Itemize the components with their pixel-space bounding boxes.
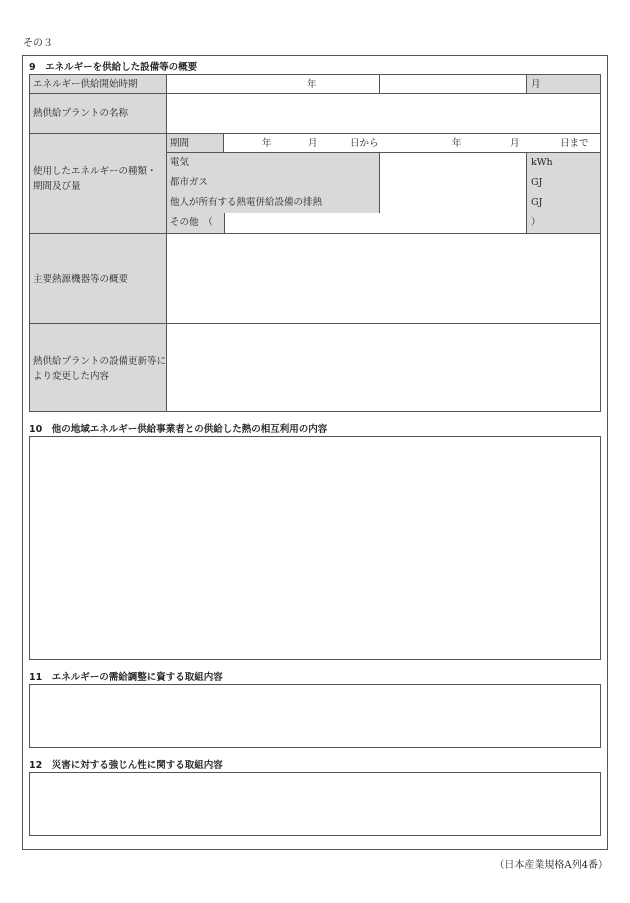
section10-title: 10 他の地域エネルギー供給事業者との供給した熱の相互利用の内容 xyxy=(29,424,328,435)
waste-heat-unit: GJ xyxy=(531,197,543,208)
page-label: その３ xyxy=(23,38,53,49)
period-label-cell xyxy=(166,133,224,153)
section11-field[interactable] xyxy=(29,684,601,748)
section11-title: 11 エネルギーの需給調整に資する取組内容 xyxy=(29,672,223,683)
electricity-unit: kWh xyxy=(531,157,553,168)
period-month2: 月 xyxy=(510,138,520,149)
plant-name-field[interactable] xyxy=(166,93,601,134)
section10-field[interactable] xyxy=(29,436,601,660)
other-close: ） xyxy=(531,217,541,228)
start-month-field[interactable] xyxy=(379,74,527,94)
section12-title: 12 災害に対する強じん性に関する取組内容 xyxy=(29,760,223,771)
plant-name-label: 熱供給プラントの名称 xyxy=(33,108,129,119)
changes-label-cell xyxy=(29,323,167,412)
start-time-label-cell xyxy=(29,74,167,94)
other-field[interactable] xyxy=(224,213,527,233)
changes-label: 熱供給プラントの設備更新等により変更した内容 xyxy=(33,356,167,382)
section12-field[interactable] xyxy=(29,772,601,836)
equipment-field[interactable] xyxy=(166,233,601,324)
plant-name-label-cell xyxy=(29,93,167,134)
changes-field[interactable] xyxy=(166,323,601,412)
section9-title: 9 エネルギーを供給した設備等の概要 xyxy=(29,62,198,73)
energy-label: 使用したエネルギーの種類・期間及び量 xyxy=(33,166,157,192)
period-field[interactable] xyxy=(223,133,601,153)
waste-heat-amount-field[interactable] xyxy=(380,193,526,213)
period-label: 期間 xyxy=(170,138,190,149)
period-year1: 年 xyxy=(262,138,272,149)
month-unit: 月 xyxy=(531,79,541,90)
period-month1: 月 xyxy=(308,138,318,149)
period-to: 日まで xyxy=(560,138,589,149)
year-unit: 年 xyxy=(307,79,317,90)
other-label: その他 （ xyxy=(170,217,213,228)
energy-label-cell xyxy=(29,133,167,234)
start-time-label: エネルギー供給開始時期 xyxy=(33,79,138,90)
equipment-label: 主要熱源機器等の概要 xyxy=(33,274,129,285)
city-gas-amount-field[interactable] xyxy=(380,173,526,193)
footer-note: （日本産業規格A列4番） xyxy=(494,860,608,871)
city-gas-label: 都市ガス xyxy=(170,177,209,188)
start-month-unit-cell xyxy=(526,74,601,94)
start-year-field[interactable] xyxy=(166,74,380,94)
electricity-label: 電気 xyxy=(170,157,190,168)
electricity-amount-field[interactable] xyxy=(380,153,526,173)
equipment-label-cell xyxy=(29,233,167,324)
waste-heat-label: 他人が所有する熱電併給設備の排熱 xyxy=(170,197,323,208)
period-from: 日から xyxy=(350,138,379,149)
city-gas-unit: GJ xyxy=(531,177,543,188)
period-year2: 年 xyxy=(452,138,462,149)
